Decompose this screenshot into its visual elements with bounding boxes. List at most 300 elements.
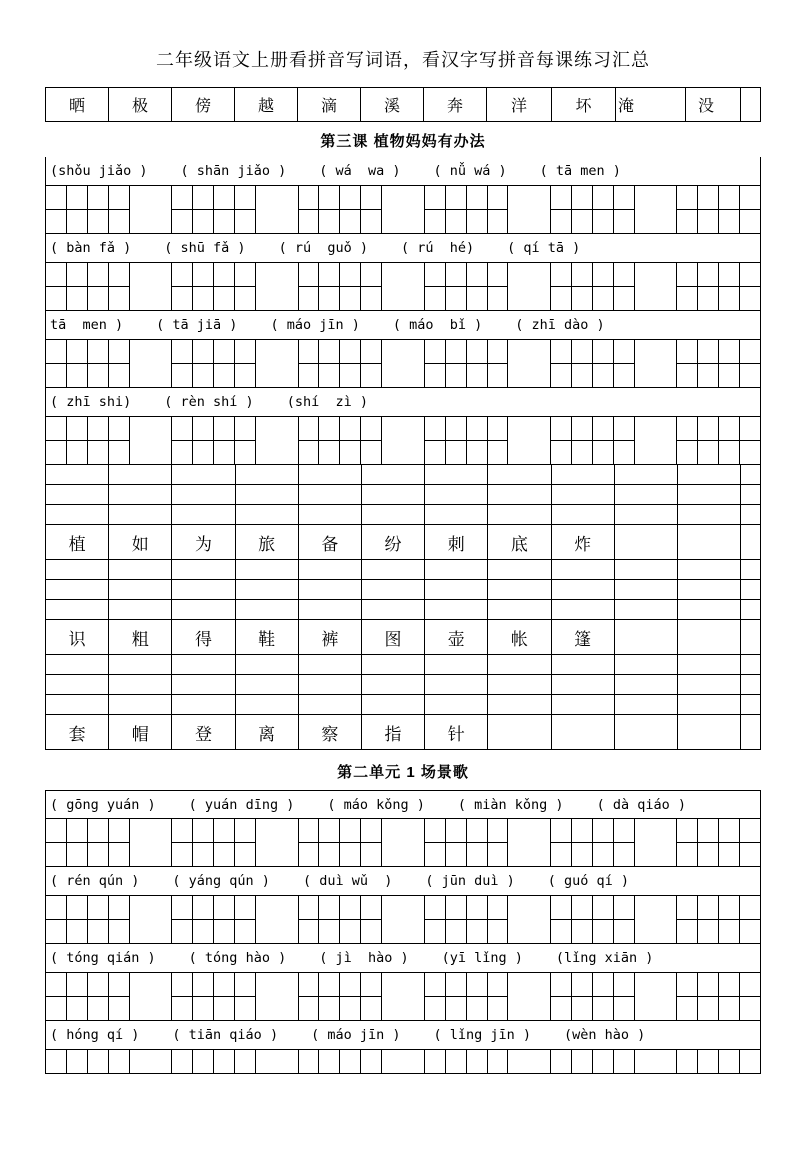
tianzige-cell [67,973,88,997]
tianzige-cell [361,1050,382,1074]
tianzige-cell [551,973,572,997]
empty-cell [299,580,362,600]
hanzi-answer-row [45,525,761,560]
hanzi-cell: 纷 [362,525,425,560]
tianzige-cell [719,364,740,388]
empty-cell [172,675,235,695]
hanzi-cell: 察 [299,715,362,750]
tianzige-cell [319,210,340,234]
tianzige-cell [614,920,635,944]
tianzige-cell [193,920,214,944]
tianzige-cell [425,441,446,465]
separator-cell [130,263,173,311]
empty-cell [299,485,362,505]
tianzige-cell [193,896,214,920]
tianzige-cell [593,263,614,287]
pinyin-word: ( máo bǐ ) [392,317,483,333]
empty-cell [109,465,172,485]
separator-cell [130,819,173,867]
empty-cell [615,560,678,580]
tianzige-cell [361,186,382,210]
tianzige-cell [319,997,340,1021]
tianzige-cell [109,920,130,944]
pinyin-prompt-row [45,790,761,819]
tianzige-cell [67,186,88,210]
separator-cell [382,263,425,311]
pinyin-word: ( duì wǔ ) [302,873,393,889]
empty-cell [678,485,741,505]
empty-cell [488,580,551,600]
tianzige-cell [46,417,67,441]
pinyin-word: (shí zì ) [286,394,368,410]
empty-cell [236,600,299,620]
tianzige-cell [572,997,593,1021]
tianzige-cell [109,973,130,997]
hanzi-cell: 傍 [172,88,235,121]
tianzige-cell [740,896,761,920]
tianzige-cell [67,210,88,234]
tianzige-cell [446,1050,467,1074]
tianzige-cell [719,186,740,210]
section2-table [45,790,761,1074]
tianzige-cell [593,896,614,920]
tianzige-cell [740,263,761,287]
tianzige-cell [614,973,635,997]
tianzige-cell [361,920,382,944]
tianzige-cell [235,843,256,867]
empty-cell [741,485,761,505]
pinyin-prompt-row [45,944,761,973]
hanzi-cell: 鞋 [236,620,299,655]
tianzige-cell [109,819,130,843]
empty-cell [362,600,425,620]
empty-cell [46,655,109,675]
worksheet-page [0,46,792,1168]
tianzige-cell [677,843,698,867]
separator-cell [256,340,299,388]
pinyin-word: ( máo kǒng ) [327,796,425,813]
tianzige-cell [698,896,719,920]
tianzige-cell [319,920,340,944]
empty-cell [172,485,235,505]
tianzige-cell [572,819,593,843]
tianzige-cell [88,210,109,234]
tianzige-cell [446,186,467,210]
tianzige-cell [488,263,509,287]
tianzige-cell [340,263,361,287]
tianzige-cell [425,843,446,867]
tianzige-cell [299,287,320,311]
tianzige-cell [467,340,488,364]
writing-grid [45,417,761,465]
tianzige-cell [488,186,509,210]
tianzige-cell [551,920,572,944]
empty-cell [488,695,551,715]
section1-table [45,157,761,750]
tianzige-cell [214,973,235,997]
practice-row [45,675,761,695]
tianzige-cell [193,997,214,1021]
empty-cell [109,580,172,600]
tianzige-cell [551,364,572,388]
tianzige-cell [425,210,446,234]
empty-cell [109,655,172,675]
empty-cell [678,525,741,560]
tianzige-cell [361,287,382,311]
tianzige-cell [698,186,719,210]
hanzi-cell: 帽 [109,715,172,750]
tianzige-cell [67,417,88,441]
tianzige-cell [235,263,256,287]
tianzige-cell [193,186,214,210]
tianzige-cell [172,843,193,867]
empty-cell [552,465,615,485]
pinyin-word: ( yuán dīng ) [188,796,295,813]
pinyin-word: ( zhī shi) [50,394,132,410]
tianzige-cell [46,287,67,311]
tianzige-cell [719,973,740,997]
tianzige-cell [488,819,509,843]
tianzige-cell [340,186,361,210]
separator-cell [256,896,299,944]
tianzige-cell [698,263,719,287]
tianzige-cell [319,973,340,997]
empty-cell [741,600,761,620]
tianzige-cell [614,210,635,234]
tianzige-cell [677,186,698,210]
tianzige-cell [593,287,614,311]
tianzige-cell [593,997,614,1021]
tianzige-cell [593,1050,614,1074]
pinyin-prompt-row [45,1021,761,1050]
pinyin-word: ( tā men ) [539,163,621,179]
tianzige-cell [698,441,719,465]
tianzige-cell [614,843,635,867]
tianzige-cell [109,417,130,441]
empty-cell [678,560,741,580]
top-character-row [45,87,761,122]
tianzige-cell [88,843,109,867]
separator-cell [130,973,173,1021]
separator-cell [635,896,678,944]
tianzige-cell [46,973,67,997]
tianzige-cell [551,186,572,210]
empty-cell [741,695,761,715]
empty-cell [741,675,761,695]
hanzi-cell: 登 [172,715,235,750]
empty-cell [615,485,678,505]
empty-cell [46,600,109,620]
tianzige-cell [214,920,235,944]
tianzige-cell [361,340,382,364]
empty-cell [425,695,488,715]
empty-cell [425,600,488,620]
empty-cell [236,560,299,580]
tianzige-cell [193,441,214,465]
tianzige-cell [299,997,320,1021]
tianzige-cell [488,417,509,441]
hanzi-cell: 奔 [424,88,487,121]
empty-cell [236,505,299,525]
pinyin-word: ( hóng qí ) [50,1027,140,1043]
pinyin-word: (wèn hào ) [564,1027,646,1043]
tianzige-cell [467,973,488,997]
separator-cell [508,417,551,465]
writing-grid [45,1050,761,1074]
tianzige-cell [193,263,214,287]
empty-cell [46,580,109,600]
pinyin-word: ( bàn fǎ ) [50,240,132,256]
tianzige-cell [425,417,446,441]
empty-cell [678,695,741,715]
separator-cell [130,186,173,234]
tianzige-cell [572,920,593,944]
tianzige-cell [214,417,235,441]
tianzige-cell [698,920,719,944]
empty-cell [109,505,172,525]
tianzige-cell [593,364,614,388]
tianzige-cell [214,210,235,234]
empty-cell [552,580,615,600]
tianzige-cell [88,441,109,465]
tianzige-cell [88,973,109,997]
tianzige-cell [109,364,130,388]
tianzige-cell [698,997,719,1021]
separator-cell [508,340,551,388]
empty-cell [425,485,488,505]
tianzige-cell [677,210,698,234]
empty-cell [615,600,678,620]
tianzige-cell [488,920,509,944]
tianzige-cell [361,819,382,843]
empty-cell [299,505,362,525]
empty-cell [46,465,109,485]
tianzige-cell [446,417,467,441]
section2-heading: 第二单元 1 场景歌 [337,764,469,781]
empty-cell [678,505,741,525]
tianzige-cell [467,1050,488,1074]
tianzige-cell [193,1050,214,1074]
tianzige-cell [698,210,719,234]
tianzige-cell [172,973,193,997]
tianzige-cell [319,843,340,867]
pinyin-word: ( guó qí ) [547,873,630,889]
empty-cell [172,695,235,715]
tianzige-cell [109,1050,130,1074]
tianzige-cell [235,973,256,997]
tianzige-cell [467,210,488,234]
tianzige-cell [46,210,67,234]
tianzige-cell [698,819,719,843]
empty-cell [425,465,488,485]
practice-row [45,465,761,485]
empty-cell [741,655,761,675]
writing-grid [45,340,761,388]
empty-cell [488,485,551,505]
tianzige-cell [299,973,320,997]
tianzige-cell [299,263,320,287]
empty-cell [299,560,362,580]
tianzige-cell [425,340,446,364]
tianzige-cell [299,210,320,234]
empty-cell [109,485,172,505]
tianzige-cell [677,1050,698,1074]
empty-cell [172,600,235,620]
tianzige-cell [572,210,593,234]
tianzige-cell [593,920,614,944]
tianzige-cell [109,210,130,234]
tianzige-cell [572,417,593,441]
tianzige-cell [488,973,509,997]
tianzige-cell [719,287,740,311]
hanzi-answer-row [45,715,761,750]
tianzige-cell [361,364,382,388]
empty-cell [425,655,488,675]
pinyin-word: (lǐng xiān ) [555,950,654,966]
tianzige-cell [740,997,761,1021]
tianzige-cell [572,973,593,997]
hanzi-cell: 为 [172,525,235,560]
tianzige-cell [467,819,488,843]
tianzige-cell [425,186,446,210]
practice-row [45,505,761,525]
tianzige-cell [193,340,214,364]
tianzige-cell [488,210,509,234]
tianzige-cell [677,417,698,441]
separator-cell [256,263,299,311]
tianzige-cell [361,843,382,867]
writing-grid [45,973,761,1021]
tianzige-cell [235,417,256,441]
tianzige-cell [319,1050,340,1074]
tianzige-cell [340,819,361,843]
tianzige-cell [299,843,320,867]
tianzige-cell [551,210,572,234]
tianzige-cell [740,364,761,388]
tianzige-cell [67,340,88,364]
empty-cell [236,465,299,485]
tianzige-cell [361,263,382,287]
empty-cell [172,580,235,600]
hanzi-cell: 壶 [425,620,488,655]
empty-cell [299,675,362,695]
tianzige-cell [446,997,467,1021]
tianzige-cell [214,819,235,843]
empty-cell [678,465,741,485]
tianzige-cell [593,417,614,441]
tianzige-cell [551,340,572,364]
separator-cell [508,186,551,234]
separator-cell [382,973,425,1021]
practice-row [45,695,761,715]
hanzi-cell: 刺 [425,525,488,560]
tianzige-cell [740,1050,761,1074]
tianzige-cell [299,1050,320,1074]
tianzige-cell [446,287,467,311]
empty-cell [615,465,678,485]
hanzi-cell: 炸 [552,525,615,560]
tianzige-cell [467,287,488,311]
empty-cell [109,600,172,620]
tianzige-cell [172,417,193,441]
tianzige-cell [677,340,698,364]
tianzige-cell [719,210,740,234]
tianzige-cell [214,263,235,287]
separator-cell [508,1050,551,1074]
tianzige-cell [425,997,446,1021]
tianzige-cell [719,896,740,920]
empty-cell [172,560,235,580]
pinyin-word: ( gōng yuán ) [50,796,156,813]
hanzi-cell: 晒 [46,88,109,121]
tianzige-cell [172,210,193,234]
tianzige-cell [572,340,593,364]
tianzige-cell [677,287,698,311]
tianzige-cell [172,1050,193,1074]
tianzige-cell [88,819,109,843]
tianzige-cell [214,1050,235,1074]
hanzi-cell: 极 [109,88,172,121]
tianzige-cell [172,186,193,210]
empty-cell [488,465,551,485]
tianzige-cell [551,1050,572,1074]
hanzi-cell: 离 [236,715,299,750]
empty-cell [488,655,551,675]
pinyin-word: ( zhī dào ) [515,317,605,333]
tianzige-cell [551,263,572,287]
tianzige-cell [614,340,635,364]
tianzige-cell [214,997,235,1021]
empty-cell [362,695,425,715]
tianzige-cell [172,364,193,388]
tianzige-cell [425,896,446,920]
tianzige-cell [67,843,88,867]
tianzige-cell [235,186,256,210]
tianzige-cell [593,340,614,364]
empty-cell [362,505,425,525]
tianzige-cell [299,417,320,441]
hanzi-cell: 帐 [488,620,551,655]
writing-grid [45,186,761,234]
tianzige-cell [214,441,235,465]
tianzige-cell [172,920,193,944]
tianzige-cell [677,819,698,843]
tianzige-cell [235,819,256,843]
hanzi-cell: 旅 [236,525,299,560]
tianzige-cell [446,973,467,997]
tianzige-cell [319,186,340,210]
tianzige-cell [488,287,509,311]
separator-cell [508,973,551,1021]
empty-cell [46,485,109,505]
tianzige-cell [88,186,109,210]
tianzige-cell [299,920,320,944]
tianzige-cell [593,819,614,843]
separator-cell [635,340,678,388]
page-title: 二年级语文上册看拼音写词语，看汉字写拼音每课练习汇总 [156,50,650,70]
tianzige-cell [46,186,67,210]
tianzige-cell [698,1050,719,1074]
tianzige-cell [614,1050,635,1074]
tianzige-cell [109,997,130,1021]
tianzige-cell [319,263,340,287]
tianzige-cell [677,997,698,1021]
separator-cell [256,186,299,234]
separator-cell [130,1050,173,1074]
tianzige-cell [593,843,614,867]
empty-cell [362,580,425,600]
tianzige-cell [677,263,698,287]
